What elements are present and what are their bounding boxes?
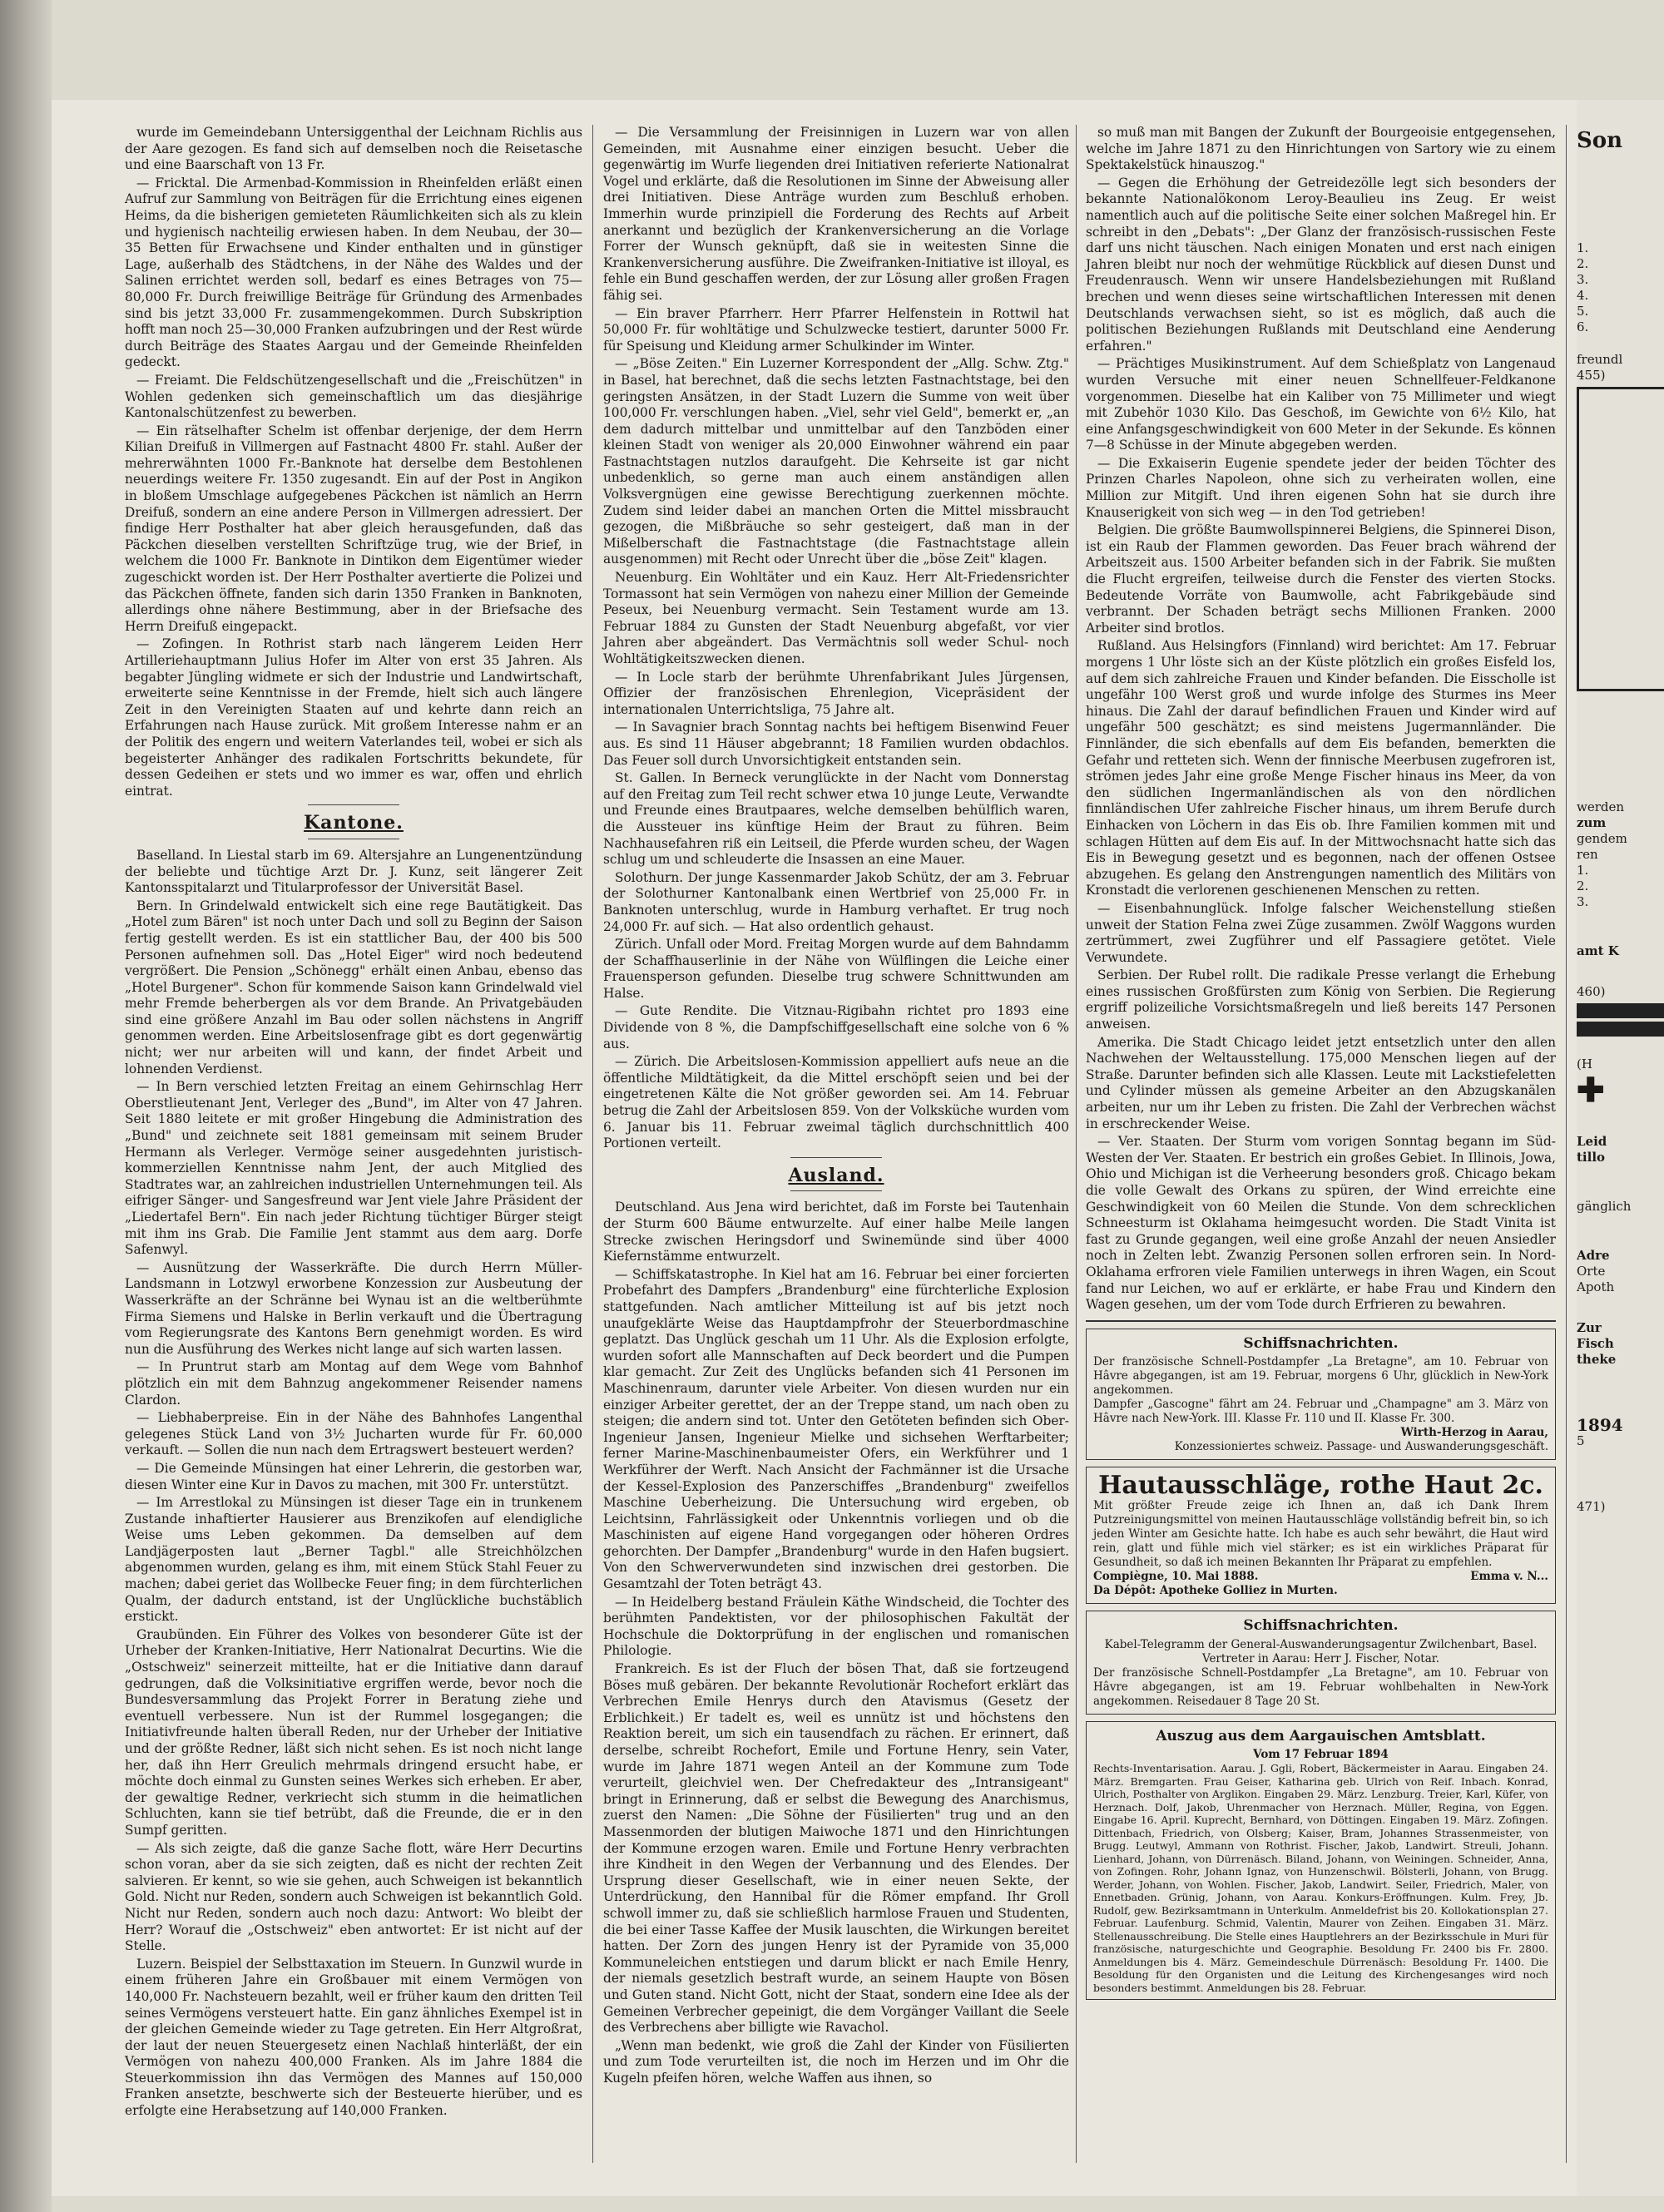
article-paragraph: — „Böse Zeiten." Ein Luzerner Korrespondent der „Allg. Schw. Ztg." in Basel, hat berechnet, daß die sechs letzten Fastnachtstage, bei den geringsten Ansätzen, in der Stadt Luzern die Summe von weit über 100,000 Fr. verschlungen haben. „Viel, sehr viel Geld", bemerkt er, „an dem dadurch mittelbar und unmittelbar auf den Tanzböden einer kleinen Stadt von weniger als 20,000 Einwohner während ein paar Fastnachtstagen nutzlos daraufgeht. Die Kehrseite ist gar nicht unbedenklich, so gerne man auch einem anständigen allen Volksvergnügen eine gewisse Berechtigung zuerkennen möchte. Zudem sind leider dabei an manchen Orten die Mittel missbraucht gezogen, die Mißbräuche so sehr gesteigert, daß man in der Mißelberschaft die Fastnachtstage (die Fastnachtstage allein ausgenommen) mit Recht oder Unrecht über die „böse Zeit" klagen. [603, 356, 1069, 567]
section-title-kantone: Kantone. [304, 812, 404, 834]
strip-line: Son [1577, 128, 1623, 153]
strip-line: Adre [1577, 1248, 1610, 1263]
ship-notice [1086, 1329, 1556, 1461]
article-paragraph: — Liebhaberpreise. Ein in der Nähe des Bahnhofes Langenthal gelegenes Stück Land von 3½ Jucharten wurde für Fr. 60,000 verkauft. — Sollen die nun nach dem Ertragswert besteuert werden? [125, 1410, 582, 1458]
amtsblatt-title: Auszug aus dem Aargauischen Amtsblatt. [1156, 1727, 1486, 1744]
ad-place: Compiègne, 10. Mai 1888. [1093, 1569, 1259, 1583]
strip-line: theke [1577, 1352, 1617, 1367]
section-title-ausland: Ausland. [788, 1164, 884, 1186]
article-paragraph: — Schiffskatastrophe. In Kiel hat am 16. Februar bei einer forcierten Probefahrt des Dampfers „Brandenburg" eine fürchterliche Explosion stattgefunden. Nach amtlicher Mitteilung ist auf bis jetzt noch unaufgeklärte Weise das Hauptdampfrohr der Steuerbordmaschine geplatzt. Das Unglück geschah um 11 Uhr. Als die Explosion erfolgte, wurden sofort alle Mannschaften auf Deck beordert und die Pumpen klar gemacht. Zur Zeit des Unglücks befanden sich 41 Personen im Maschinenraum, darunter viele Arbeiter. Von diesen wurden nur ein einziger Arbeiter gerettet, der an der Treppe stand, um nach oben zu steigen; die andern sind tot. Unter den Getöteten befinden sich Ober-Ingenieur Jansen, Ingenieur Mielke und sichsehen Werftarbeiter; ferner Marine-Maschinenbaumeister Ofers, ein Werkführer und 1 Werkführer der Werft. Nach Ansicht der Fachmänner ist die Ursache der Kessel-Explosion des Panzerschiffes „Brandenburg" zweifellos Maschine Ueberheizung. Die Untersuchung wird ergeben, ob Leichtsinn, Fahrlässigkeit oder Unkenntnis vorliegen und ob die Maschinisten auf eigene Hand vorgegangen oder höheren Ordres gehorchten. Der Dampfer „Brandenburg" wurde in den Hafen bugsiert. Von den Schwerverwundeten sind inzwischen drei gestorben. Die Gesamtzahl der Toten beträgt 43. [603, 1266, 1069, 1592]
article-paragraph: — In Savagnier brach Sonntag nachts bei heftigem Bisenwind Feuer aus. Es sind 11 Häuser abgebrannt; 18 Familien wurden obdachlos. Das Feuer soll durch Unvorsichtigkeit entstanden sein. [603, 720, 1069, 768]
ad-separator [1086, 1320, 1556, 1322]
strip-line: 1894 [1577, 1415, 1623, 1435]
article-paragraph: wurde im Gemeindebann Untersiggenthal der Leichnam Richlis aus der Aare gezogen. Es fand sich auf demselben noch die Reisetasche und eine Baarschaft von 13 Fr. [125, 125, 582, 173]
ad-headline: Hautausschläge, rothe Haut 2c. [1098, 1471, 1543, 1501]
strip-line: gendem [1577, 831, 1627, 846]
strip-line: zum [1577, 815, 1607, 830]
article-paragraph: Amerika. Die Stadt Chicago leidet jetzt entsetzlich unter den allen Nachwehen der Weltausstellung. 175,000 Menschen liegen auf der Straße. Darunter befinden sich alle Klassen. Leute mit Lackstiefeletten und Cylinder müssen als gemeine Arbeiter an den Abzugskanälen arbeiten, nur um ihr Leben zu fristen. Die Zahl der Verbrechen wächst in erschreckender Weise. [1086, 1034, 1556, 1131]
article-paragraph: — In Heidelberg bestand Fräulein Käthe Windscheid, die Tochter des berühmten Pandektisten, vor der philosophischen Fakultät der Hochschule die Doktorprüfung in der englischen und romanischen Philologie. [603, 1594, 1069, 1659]
column-divider [592, 125, 593, 2163]
column-2 [603, 125, 1069, 2088]
article-paragraph: „Wenn man bedenkt, wie groß die Zahl der Kinder von Füsilierten und zum Tode verurteilten ist, die noch im Herzen und im Ohr die Kugeln pfeifen hören, welche Waffen aus ihnen, so [603, 2037, 1069, 2086]
article-paragraph: — Zürich. Die Arbeitslosen-Kommission appelliert aufs neue an die öffentliche Mildtätigkeit, da die Mittel erschöpft seien und bei der eingetretenen Kälte die Not größer geworden sei. Am 14. Februar betrug die Zahl der Arbeitslosen 859. Von der Volksküche wurden vom 6. Januar bis 11. Februar zweimal täglich durchschnittlich 400 Portionen verteilt. [603, 1054, 1069, 1151]
article-paragraph: Neuenburg. Ein Wohltäter und ein Kauz. Herr Alt-Friedensrichter Tormassont hat sein Vermögen von nahezu einer Million der Gemeinde Peseux, bei Neuenburg vermacht. Sein Testament wurde am 13. Februar 1884 zu Gunsten der Stadt Neuenburg abgefaßt, vor vier Jahren aber abgeändert. Das Vermächtnis soll weder Schul- noch Wohltätigkeitszwecken dienen. [603, 570, 1069, 666]
strip-decoration [1577, 1003, 1664, 1018]
ship-agent: Wirth-Herzog in Aarau, [1400, 1426, 1548, 1440]
strip-line: Leid [1577, 1134, 1607, 1149]
article-paragraph: Rußland. Aus Helsingfors (Finnland) wird berichtet: Am 17. Februar morgens 1 Uhr löste sich an der Küste plötzlich ein großes Eisfeld los, auf dem sich zahlreiche Frauen und Kinder befanden. Die Eisscholle ist ungefähr 100 Werst groß und wurde infolge des Sturmes ins Meer hinaus. Die Zahl der darauf befindlichen Frauen und Kinder wird auf ungefähr 500 geschätzt; es sind meistens Jugermannländer. Die Finnländer, die sich ebenfalls auf dem Eis befanden, bemerkten die Gefahr und retteten sich. Wenn der finnische Meerbusen zugefroren ist, strömen jedes Jahr eine große Menge Fischer hinaus ins Meer, da von den südlichen Ingermanländischen als von den nördlichen finnländischen Ufer zahlreiche Fischer hinaus, um ihrem Berufe durch Einhacken von Löchern in das Eis ob. Ihre Familien kommen mit und schlagen Hütten auf dem Eis auf. In der Mittwochsnacht hatte sich das Eis in Bewegung gesetzt und es begonnen, nach der offenen Ostsee abzugehen. Es gelang den Anstrengungen namentlich des Militärs von Kronstadt die verlorenen geschienenen Menschen zu retten. [1086, 638, 1556, 898]
strip-line: amt K [1577, 943, 1619, 958]
article-paragraph: — Gute Rendite. Die Vitznau-Rigibahn richtet pro 1893 eine Dividende von 8 %, die Dampfschiffgesellschaft eine solche von 6 % aus. [603, 1003, 1069, 1052]
article-paragraph: — Als sich zeigte, daß die ganze Sache flott, wäre Herr Decurtins schon voran, aber da sie sich zeigten, daß es nicht der rechten Zeit salvieren. Er kennt, so wie sie gehen, auch Schweigen ist bekanntlich Gold. Nicht nur Reden, sondern auch Schweigen ist bekanntlich Gold. Nicht nur Reden, sondern auch noch dazu: Antwort: Wo bleibt der Herr? Worauf die „Ostschweiz" eben antwortet: Er ist nicht auf der Stelle. [125, 1840, 582, 1954]
strip-decoration [1577, 1022, 1664, 1037]
article-paragraph: — Die Versammlung der Freisinnigen in Luzern war von allen Gemeinden, mit Ausnahme einer einzigen besucht. Ueber die gegenwärtig im Wurfe liegenden drei Initiativen referierte Nationalrat Vogel und erklärte, daß die Resolutionen im Sinne der Abweisung aller drei Initiativen. Diese Anträge wurden zum Beschluß erhoben. Immerhin wurde prinzipiell die Forderung des Rechts auf Arbeit anerkannt und bezüglich der Krankenversicherung an die Vorlage Forrer der Wunsch geknüpft, daß sie in weitesten Sinne die Krankenversicherung ausführe. Die Zweifranken-Initiative ist illoyal, es fehle ein Bund geschaffen werden, der zur Lösung aller großen Fragen fähig sei. [603, 125, 1069, 303]
binding-gutter [0, 0, 52, 2212]
amtsblatt-text: Rechts-Inventarisation. Aarau. J. Ggli, Robert, Bäckermeister in Aarau. Eingaben 24. März. Bremgarten. Frau Geiser, Katharina geb. Ulrich von Reif. Inbach. Konrad, Ulrich, Posthalter von Arglikon. Eingaben 29. März. Lenzburg. Treier, Karl, Küfer, von Herznach. Dolf, Jakob, Uhrenmacher von Herznach. Müller, Regina, von Eggen. Eingabe 16. April. Kuprecht, Bernhard, von Döttingen. Eingaben 19. März. Zofingen. Dittenbach, Friedrich, von Olsberg; Kaiser, Bram, Johannes Strassenmeister, von Brugg. Leutwyl, Ammann von Rothrist. Fischer, Jakob, Landwirt. Streuli, Johann. Lienhard, Johann, von Dürrenäsch. Biland, Johann, von Weiningen. Schneider, Anna, von Zofingen. Rohr, Johann Ignaz, von Hunzenschwil. Bölsterli, Johann, von Brugg. Werder, Johann, von Wohlen. Fischer, Jakob, Landwirt. Seiler, Friedrich, Maler, von Ennetbaden. Grünig, Johann, von Aarau. Konkurs-Eröffnungen. Kulm. Frey, Jb. Rudolf, gew. Bezirksamtmann in Unterkulm. Anmeldefrist bis 20. Kollokationsplan 27. Februar. Laufenburg. Schmid, Valentin, Maurer von Zeihen. Eingaben 31. März. Stellenausschreibung. Die Stelle eines Hauptlehrers an der Bezirksschule in Muri für französische, naturgeschichte und Geographie. Besoldung Fr. 2400 bis Fr. 2800. Anmeldungen bis 4. März. Gemeindeschule Dürrenäsch: Besoldung Fr. 1400. Die Besoldung für den Organisten und die Leitung des Kirchengesanges wird noch besonders bestimmt. Anmeldungen bis 28. Februar. [1093, 1762, 1548, 1994]
article-paragraph: Serbien. Der Rubel rollt. Die radikale Presse verlangt die Erhebung eines russischen Großfürsten zum König von Serbien. Die Regierung ergriff polizeiliche Vorsichtsmaßregeln und ließ bereits 147 Personen anweisen. [1086, 967, 1556, 1032]
article-paragraph: Belgien. Die größte Baumwollspinnerei Belgiens, die Spinnerei Dison, ist ein Raub der Flammen geworden. Das Feuer brach während der Arbeitszeit aus. 1500 Arbeiter befanden sich in der Fabrik. Sie mußten die Flucht ergreifen, teilweise durch die Fenster des vierten Stocks. Bedeutende Vorräte von Baumwolle, acht Fabrikgebäude sind verbrannt. Der Schaden beträgt sechs Millionen Franken. 2000 Arbeiter sind brotlos. [1086, 522, 1556, 636]
strip-line: (H [1577, 1057, 1592, 1071]
article-paragraph: so muß man mit Bangen der Zukunft der Bourgeoisie entgegensehen, welche im Jahre 1871 zu den Hinrichtungen von Sartory wie zu einem Spektakelstück hinauszog." [1086, 125, 1556, 173]
ship-notice-title: Schiffsnachrichten. [1243, 1616, 1399, 1634]
strip-line: ren [1577, 847, 1598, 862]
article-paragraph: — Ein rätselhafter Schelm ist offenbar derjenige, der dem Herrn Kilian Dreifuß in Villmergen auf Fastnacht 4800 Fr. stahl. Außer der mehrerwähnten 1000 Fr.-Banknote hat derselbe dem Bestohlenen neuerdings weitere Fr. 1350 zugesandt. Ein auf der Post in Angikon in bloßem Umschlage aufgegebenes Päckchen ist nämlich an Herrn Dreifuß, sondern an eine andere Person in Villmergen adressiert. Der findige Herr Posthalter hat aber gleich herausgefunden, daß das Päckchen dieselben verstellten Schriftzüge trug, wie der Brief, in welchem die 1000 Fr. Banknote in Dintikon dem Eigentümer wieder zugeschickt worden ist. Der Herr Posthalter avertierte die Polizei und das Päckchen öffnete, fanden sich darin 1350 Franken in Banknoten, allerdings ohne nähere Bestimmung, aber in der Briefsache des Herrn Dreifuß eingepackt. [125, 423, 582, 634]
plus-icon: ✚ [1577, 1071, 1605, 1110]
article-paragraph: Zürich. Unfall oder Mord. Freitag Morgen wurde auf dem Bahndamm der Schaffhauserlinie in der Nähe von Wülflingen die Leiche einer Frauensperson gefunden. Dieselbe trug schwere Schnittwunden am Halse. [603, 937, 1069, 1001]
strip-line: 471) [1577, 1499, 1606, 1514]
strip-line: tillo [1577, 1150, 1606, 1165]
ad-text: Mit größter Freude zeige ich Ihnen an, daß ich Dank Ihrem Putzreinigungsmittel von meinen Hautausschläge vollständig befreit bin, so ich jeden Winter am Gesichte hatte. Ich habe es auch sehr bewährt, die Haut wird rein, glatt und fühle mich viel stärker; es ist ein wirkliches Präparat für Gesundheit, so daß ich meinen Bekannten Ihr Präparat zu empfehlen. [1093, 1498, 1548, 1569]
ad-depot: Da Dépôt: Apotheke Golliez in Murten. [1093, 1583, 1338, 1597]
ship-notice-subtitle: Kabel-Telegramm der General-Auswanderungsagentur Zwilchenbart, Basel. [1104, 1637, 1538, 1651]
article-paragraph: — Gegen die Erhöhung der Getreidezölle legt sich besonders der bekannte Nationalökonom Leroy-Beaulieu ins Zeug. Er weist namentlich auch auf die politische Seite einer solchen Maßregel hin. Er schreibt in den „Debats": „Der Glanz der französisch-russischen Feste darf uns nicht täuschen. Nach einigen Monaten und erst nach einigen Jahren bleibt nur noch der wehmütige Rückblick auf diesen Dunst und Freudenrausch. Wenn wir unsere Handelsbeziehungen mit Rußland brechen und wenn dieses seine wirtschaftlichen Interessen mit denen Deutschlands verwachsen sieht, so ist es möglich, daß auch die politischen Beziehungen Rußlands mit Deutschland eine Aenderung erfahren." [1086, 175, 1556, 354]
ship-notice-rep: Vertreter in Aarau: Herr J. Fischer, Notar. [1201, 1651, 1440, 1665]
column-1 [125, 125, 582, 2121]
strip-line: 455) [1577, 368, 1606, 383]
article-paragraph: — Ver. Staaten. Der Sturm vom vorigen Sonntag begann im Süd-Westen der Ver. Staaten. Er bestrich ein großes Gebiet. In Illinois, Jowa, Ohio und Michigan ist die Verheerung besonders groß. Chicago bekam die volle Gewalt des Orkans zu spüren, der Wind erreichte eine Geschwindigkeit von 60 Meilen die Stunde. Von dem schrecklichen Schneesturm ist Oklahama heimgesucht worden. Die Stadt Vinita ist fast zu Grunde gegangen, weil eine große Anzahl der neuen Ansiedler noch in Zelten lebt. Zwanzig Personen sollen erfroren sein. In Nord-Oklahama erfroren viele Familien unterwegs in ihren Wagen, ein Scout fand nur Leichen, wo auf er erklärte, er habe Frau und Kindern den Wagen gesehen, um der vom Tode durch Erfrieren zu bewahren. [1086, 1134, 1556, 1313]
strip-line: Orte [1577, 1264, 1606, 1279]
article-paragraph: St. Gallen. In Berneck verunglückte in der Nacht vom Donnerstag auf den Freitag zum Teil recht schwer etwa 10 junge Leute, Verwandte und Freunde eines Brautpaares, welche demselben behülflich waren, die Aussteuer ins künftige Heim der Braut zu führen. Beim Nachhausefahren riß ein Leitseil, die Pferde wurden scheu, der Wagen schlug um und schleuderte die Insassen an eine Mauer. [603, 770, 1069, 868]
ad-signature [1093, 1570, 1548, 1584]
ship-notice-text: Dampfer „Gascogne" fährt am 24. Februar und „Champagne" am 3. März von Hâvre nach New-York. III. Klasse Fr. 110 und II. Klasse Fr. 300. [1093, 1398, 1548, 1426]
article-paragraph: Deutschland. Aus Jena wird berichtet, daß im Forste bei Tautenhain der Sturm 600 Bäume entwurzelte. Auf einer halbe Meile langen Strecke zwischen Heringsdorf und Swinemünde sind über 4000 Kiefernstämme entwurzelt. [603, 1200, 1069, 1264]
article-paragraph: — Im Arrestlokal zu Münsingen ist dieser Tage ein in trunkenem Zustande inhaftierter Hausierer aus Brenzikofen auf elendigliche Weise ums Leben gekommen. Da demselben auf dem Landjägerposten laut „Berner Tagbl." alle Streichhölzchen abgenommen wurden, gelang es ihm, mit einem Stück Stahl Feuer zu machen; dabei geriet das Wollbecke Feuer fing; in dem fürchterlichen Qualm, der dadurch entstand, ist der Unglückliche buchstäblich erstickt. [125, 1495, 582, 1625]
article-paragraph: Graubünden. Ein Führer des Volkes von besonderer Güte ist der Urheber der Kranken-Initiative, Herr Nationalrat Decurtins. Wie die „Ostschweiz" seinerzeit mitteilte, hat er die Initiative dann darauf gedrungen, daß die Volksinitiative ergriffen werde, bevor noch die Bundesversammlung das Projekt Forrer in Beratung ziehe und eventuell verbessere. Nun ist der Rummel losgegangen; die Initiativfreunde halten überall Reden, nur der Urheber der Initiative und der größte Redner, läßt sich nicht sehen. Es ist noch nicht lange her, daß ihn Herr Greulich mehrmals dringend ersucht habe, er möchte doch einmal zu Gunsten seines Werkes sich erheben. Er aber, der gewaltige Redner, verkriecht sich stumm in die heimatlichen Schluchten, kann sie tief betrübt, daß die Freunde, die er in den Sumpf geritten. [125, 1626, 582, 1838]
strip-line: 5. [1577, 304, 1589, 319]
section-rule [790, 1157, 882, 1158]
strip-line: 1. [1577, 240, 1589, 255]
strip-line: freundl [1577, 352, 1623, 367]
article-paragraph: — Die Gemeinde Münsingen hat einer Lehrerin, die gestorben war, diesen Winter eine Kur in Davos zu machen, mit 300 Fr. unterstützt. [125, 1460, 582, 1492]
article-paragraph: — Die Exkaiserin Eugenie spendete jeder der beiden Töchter des Prinzen Charles Napoleon, ohne sich zu verheiraten wollen, eine Million zur Mitgift. Und ihren eigenen Sohn hat sie durch ihre Knauserigkeit von sich weg — in den Tod getrieben! [1086, 455, 1556, 520]
strip-line: 4. [1577, 288, 1589, 303]
article-paragraph: — Freiamt. Die Feldschützengesellschaft und die „Freischützen" in Wohlen gedenken sich gemeinschaftlich um das diesjährige Kantonalschützenfest zu bewerben. [125, 372, 582, 421]
advertisement [1086, 1467, 1556, 1604]
article-paragraph: — In Bern verschied letzten Freitag an einem Gehirnschlag Herr Oberstlieutenant Jent, Verleger des „Bund", im Alter von 47 Jahren. Seit 1880 leitete er mit großer Hingebung die Administration des „Bund" und zeichnete seit 1881 gemeinsam mit seinem Bruder Hermann als Verleger. Vermöge seiner ausgedehnten juristisch-kommerziellen Kenntnisse nahm Jent, der auch Mitglied des Stadtrates war, an zahlreichen industriellen Unternehmungen teil. Als eifriger Sänger- und Sangesfreund war Jent viele Jahre Präsident der „Liedertafel Bern". Ein nach jeder Richtung tüchtiger Bürger steigt mit ihm ins Grab. Die Familie Jent stammt aus dem aarg. Dorfe Safenwyl. [125, 1079, 582, 1258]
article-paragraph: — In Locle starb der berühmte Uhrenfabrikant Jules Jürgensen, Offizier der französischen Ehrenlegion, Vicepräsident der internationalen Unterrichtsliga, 75 Jahre alt. [603, 669, 1069, 717]
strip-line: 6. [1577, 319, 1589, 334]
article-paragraph: Solothurn. Der junge Kassenmarder Jakob Schütz, der am 3. Februar der Solothurner Kantonalbank einen Wertbrief von 25,000 Fr. in Banknoten unterschlug, wurde in Hamburg verhaftet. Er trug noch 24,000 Fr. auf sich. — Hat also ordentlich gehaust. [603, 869, 1069, 934]
strip-line: werden [1577, 799, 1625, 814]
article-paragraph: — Zofingen. In Rothrist starb nach längerem Leiden Herr Artilleriehauptmann Julius Hofer im Alter von erst 35 Jahren. Als begabter Jüngling widmete er sich der Industrie und Landwirtschaft, erweiterte seine Kenntnisse in der Fremde, hielt sich auch längere Zeit in den Vereinigten Staaten auf und kehrte dann reich an Erfahrungen nach Hause zurück. Mit großem Interesse nahm er an der Politik des engern und weitern Vaterlandes teil, wobei er sich als begeisterter Anhänger des radikalen Fortschritts bekundete, für dessen Gedeihen er stets und wo immer es war, offen und ehrlich eintrat. [125, 636, 582, 799]
strip-line: 2. [1577, 878, 1589, 893]
amtsblatt-date: Vom 17 Februar 1894 [1253, 1748, 1389, 1762]
ship-notice-title: Schiffsnachrichten. [1243, 1334, 1399, 1352]
column-divider [1076, 125, 1077, 2163]
column-divider [1566, 125, 1567, 2163]
article-paragraph: — Prächtiges Musikinstrument. Auf dem Schießplatz von Langenaud wurden Versuche mit einer neuen Schnellfeuer-Feldkanone vorgenommen. Dieselbe hat ein Kaliber von 75 Millimeter und wiegt mit Zubehör 1030 Kilo. Das Geschoß, im Gewichte von 6½ Kilo, hat eine Anfangsgeschwindigkeit von 600 Meter in der Sekunde. Es können 7—8 Schüsse in der Minute abgegeben werden. [1086, 356, 1556, 453]
strip-line: Fisch [1577, 1336, 1614, 1351]
strip-line: Apoth [1577, 1279, 1615, 1294]
strip-frame [1577, 387, 1664, 691]
article-paragraph: Luzern. Beispiel der Selbsttaxation im Steuern. In Gunzwil wurde in einem früheren Jahre ein Großbauer mit einem Vermögen von 140,000 Fr. Nachsteuern bezahlt, weil er früher kaum den dritten Teil seines Vermögens versteuert hatte. Ein ganz ähnliches Exempel ist in der gleichen Gemeinde wieder zu Tage getreten. Ein Herr Altgroßrat, der laut der neuen Steuergesetz einen Nachlaß hinterläßt, der ein Vermögen von nahezu 400,000 Franken. Als im Jahre 1884 die Steuerkommission ihn das Vermögen des Mannes auf 150,000 Franken ansetzte, beschwerte sich der Besteuerte hierüber, und es erfolgte eine Herabsetzung auf 140,000 Franken. [125, 1956, 582, 2119]
adjacent-page-strip [1577, 100, 1664, 2196]
article-paragraph: Baselland. In Liestal starb im 69. Altersjahre an Lungenentzündung der beliebte und tüchtige Arzt Dr. J. Kunz, seit längerer Zeit Kantonsspitalarzt und Titularprofessor der Universität Basel. [125, 847, 582, 896]
ad-signer: Emma v. N... [1470, 1569, 1548, 1583]
section-rule [308, 804, 399, 805]
ship-notice-text: Der französische Schnell-Postdampfer „La Bretagne", am 10. Februar von Hâvre abgegangen, ist am 19. Februar wohlbehalten in New-York angekommen. Reisedauer 8 Tage 20 St. [1093, 1665, 1548, 1708]
section-rule [790, 1190, 882, 1191]
column-3 [1086, 125, 1556, 2007]
strip-line: 3. [1577, 894, 1589, 909]
strip-line: 5 [1577, 1433, 1585, 1448]
strip-line: 460) [1577, 984, 1606, 999]
ship-agent-sub: Konzessioniertes schweiz. Passage- und Auswanderungsgeschäft. [1174, 1440, 1548, 1454]
article-paragraph: — Ein braver Pfarrherr. Herr Pfarrer Helfenstein in Rottwil hat 50,000 Fr. für wohltätige und Schulzwecke testiert, darunter 5000 Fr. für Speisung und Kleidung armer Schulkinder im Winter. [603, 305, 1069, 354]
ship-notice [1086, 1611, 1556, 1715]
article-paragraph: — Ausnützung der Wasserkräfte. Die durch Herrn Müller-Landsmann in Lotzwyl erworbene Konzession zur Ausbeutung der Wasserkräfte an der Schränne bei Wynau ist an die weltberühmte Firma Siemens und Halske in Berlin verkauft und die Übertragung vom Regierungsrate des Kantons Bern genehmigt worden. Es wird nun die Ausführung des Werkes nicht lange auf sich warten lassen. [125, 1259, 582, 1357]
strip-line: 3. [1577, 272, 1589, 287]
strip-line: 2. [1577, 256, 1589, 271]
article-paragraph: — Eisenbahnunglück. Infolge falscher Weichenstellung stießen unweit der Station Felna zwei Züge zusammen. Zwölf Waggons wurden zertrümmert, zwei Zugführer und elf Passagiere getötet. Viele Verwundete. [1086, 900, 1556, 965]
article-paragraph: Frankreich. Es ist der Fluch der bösen That, daß sie fortzeugend Böses muß gebären. Der bekannte Revolutionär Rochefort erklärt das Verbrechen Emile Henrys durch den Atavismus (Gesetz der Erblichkeit.) Er tadelt es, weil es unnütz ist und höchstens den Reaktion bereit, um sich ein tausendfach zu rächen. Er erinnert, daß derselbe, schreibt Rochefort, Emile und Fortune Henry, sein Vater, wurde im Jahre 1871 wegen Anteil an der Kommune zum Tode verurteilt, gleichviel wen. Der Chefredakteur des „Intransigeant" bringt in Erinnerung, daß er selbst die Bewegung des Anarchismus, zuerst den Namen: „Die Söhne der Füsilierten" trug und an den Massenmorden der blutigen Maiwoche 1871 und den Hinrichtungen der Kommune erzogen waren. Emile und Fortune Henry verbrachten ihre Kindheit in den Wegen der Verbannung und des Elendes. Der Ursprung dieser Gesellschaft, wie in einer neuen Sekte, der Unterdrückung, den Hannibal für die Römer empfand. Ihr Groll schwoll immer zu, daß sie schließlich harmlose Frauen und Studenten, die bei einer Tasse Kaffee der Musik lauschten, die Wirkungen bereitet hatten. Der Zorn des jungen Henry ist der Pyramide von 35,000 Kommuneleichen entstiegen und darum blickt er nach Emile Henry, der niemals gesetzlich bestraft wurde, an seinem Haupte von Bösen und Guten stand. Nicht Gott, nicht der Staat, sondern eine Idee als der Gemeinen Verbrecher gepeinigt, die dem Vorgänger Vaillant die Seele des Verbrechens aber billigte wie Ravachol. [603, 1661, 1069, 2036]
strip-line: Zur [1577, 1320, 1602, 1335]
article-paragraph: — Fricktal. Die Armenbad-Kommission in Rheinfelden erläßt einen Aufruf zur Sammlung von Beiträgen für die Errichtung eines eigenen Heims, da die bisherigen gemieteten Räumlichkeiten sich als zu klein und hygienisch nachteilig erwiesen haben. In dem Neubau, der 30—35 Betten für Erwachsene und Kinder enthalten und in günstiger Lage, außerhalb des Städtchens, in der Nähe des Waldes und der Salinen errichtet werden soll, bedarf es eines Betrages von 75—80,000 Fr. Durch freiwillige Beiträge für Gründung des Armenbades sind bis jetzt 33,000 Fr. zusammengekommen. Durch Subskription hofft man noch 25—30,000 Franken aufzubringen und der Rest würde durch Beiträge des Staates Aargau und der Gemeinde Rheinfelden gedeckt. [125, 175, 582, 370]
strip-line: gänglich [1577, 1199, 1632, 1214]
article-paragraph: Bern. In Grindelwald entwickelt sich eine rege Bautätigkeit. Das „Hotel zum Bären" ist noch unter Dach und soll zu Beginn der Saison fertig gestellt werden. Es ist ein stattlicher Bau, der 400 bis 500 Personen aufnehmen soll. Das „Hotel Eiger" wird noch bedeutend vergrößert. Die Pension „Schönegg" erhält einen Anbau, ebenso das „Hotel Burgener". Schon für kommende Saison kann Grindelwald viel mehr Fremde beherbergen als vor dem Brande. An Privatgebäuden sind eine größere Anzahl im Bau oder sollen nächstens in Angriff genommen werden. Eine Arbeitslosenfrage gibt es dort gegenwärtig nicht; wer nur arbeiten will und kann, der findet Arbeit und lohnenden Verdienst. [125, 898, 582, 1076]
ship-notice-text: Der französische Schnell-Postdampfer „La Bretagne", am 10. Februar von Hâvre abgegangen, ist am 19. Februar, morgens 6 Uhr, glücklich in New-York angekommen. [1093, 1355, 1548, 1398]
strip-line: 1. [1577, 863, 1589, 878]
article-paragraph: — In Pruntrut starb am Montag auf dem Wege vom Bahnhof plötzlich ein mit dem Bahnzug angekommener Reisender namens Clardon. [125, 1359, 582, 1408]
amtsblatt-excerpt [1086, 1721, 1556, 2001]
